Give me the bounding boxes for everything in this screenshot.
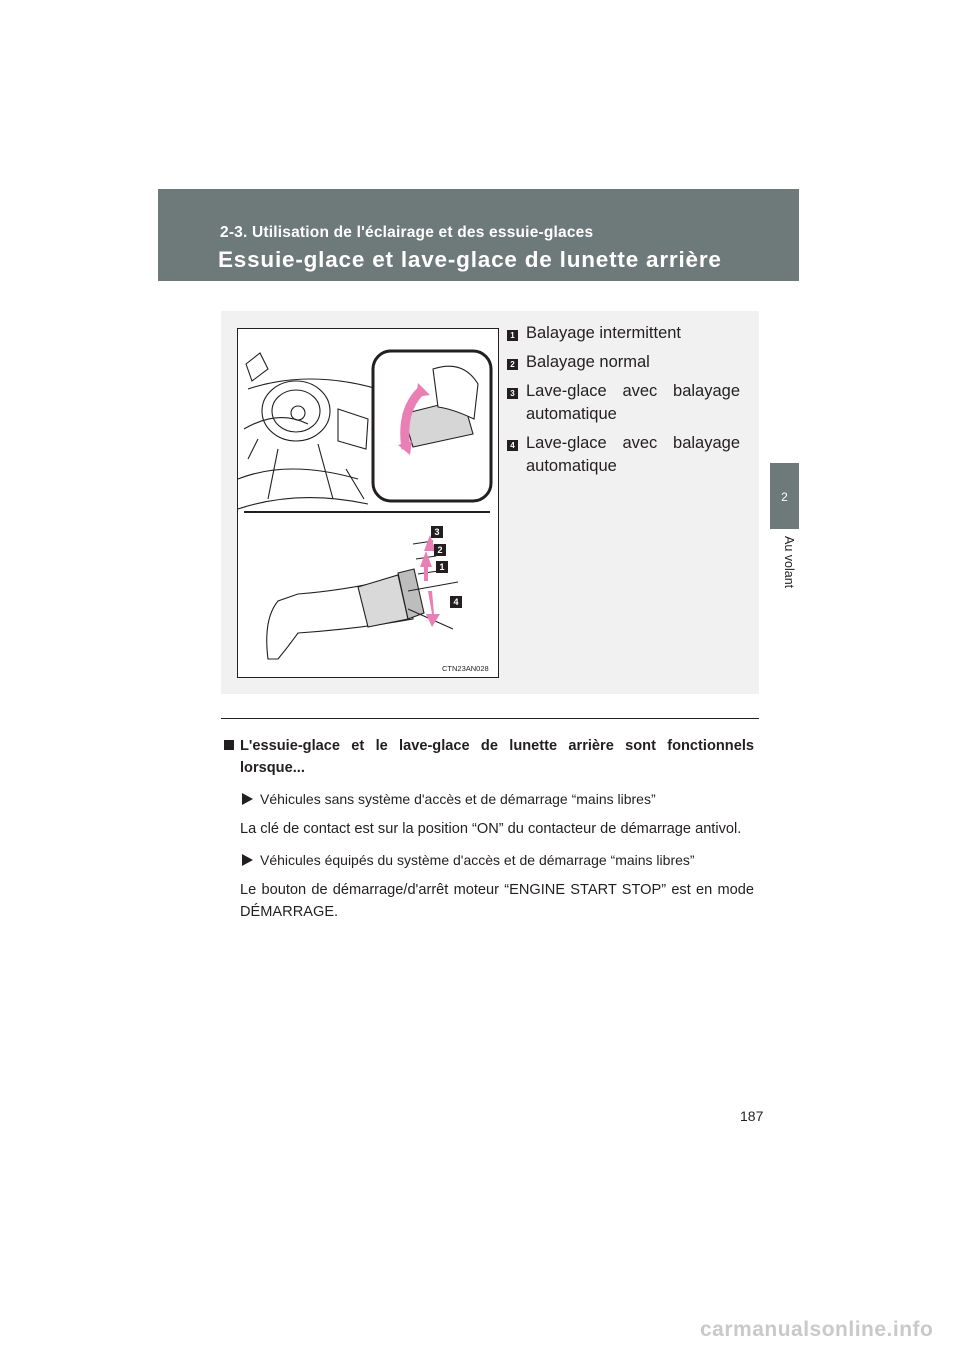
triangle-bullet-icon bbox=[242, 854, 253, 866]
legend-label: Balayage intermittent bbox=[526, 324, 682, 342]
legend-item bbox=[506, 432, 740, 478]
condition-text: Véhicules sans système d'accès et de démarrage “mains libres” bbox=[260, 791, 656, 807]
callout-1: 1 bbox=[439, 562, 445, 572]
callout-4: 4 bbox=[453, 597, 459, 607]
square-bullet-icon bbox=[224, 740, 234, 750]
subheading-text: L'essuie-glace et le lave-glace de lunette arrière sont fonctionnels lorsque... bbox=[240, 738, 754, 776]
page-number: 187 bbox=[740, 1108, 764, 1124]
legend-label: Balayage normal bbox=[526, 353, 650, 371]
triangle-bullet-icon bbox=[242, 793, 253, 805]
section-divider bbox=[221, 718, 759, 719]
image-code: CTN23AN028 bbox=[442, 664, 489, 673]
subheading bbox=[224, 735, 754, 779]
legend-number: 4 bbox=[507, 440, 518, 451]
wiper-lever bbox=[267, 541, 458, 659]
subsection-title: 2-3. Utilisation de l'éclairage et des essuie-glaces bbox=[220, 224, 594, 241]
zoom-inset bbox=[373, 351, 491, 501]
condition-line bbox=[224, 788, 754, 810]
condition-text: Véhicules équipés du système d'accès et de démarrage “mains libres” bbox=[260, 852, 695, 868]
paragraph: La clé de contact est sur la position “ON” du contacteur de démarrage antivol. bbox=[240, 821, 742, 837]
section-header bbox=[158, 189, 799, 281]
paragraph: Le bouton de démarrage/d'arrêt moteur “ENGINE START STOP” est en mode DÉMARRAGE. bbox=[240, 882, 754, 920]
chapter-label: Au volant bbox=[782, 536, 796, 589]
wiper-illustration bbox=[237, 328, 499, 678]
watermark-url[interactable]: carmanualsonline.info bbox=[700, 1318, 934, 1341]
legend-number: 1 bbox=[507, 330, 518, 341]
legend-number: 3 bbox=[507, 388, 518, 399]
legend-label: Lave-glace avec balayage automatique bbox=[526, 434, 740, 475]
legend-item bbox=[506, 380, 740, 426]
page-title: Essuie-glace et lave-glace de lunette arrière bbox=[218, 247, 722, 272]
legend-number: 2 bbox=[507, 359, 518, 370]
callouts bbox=[431, 526, 462, 608]
legend-item bbox=[506, 351, 740, 374]
callout-2: 2 bbox=[437, 545, 443, 555]
legend-label: Lave-glace avec balayage automatique bbox=[526, 382, 740, 423]
condition-line bbox=[224, 849, 754, 871]
chapter-number: 2 bbox=[781, 490, 788, 504]
dashboard-sketch bbox=[238, 353, 378, 509]
figure-legend bbox=[506, 322, 740, 484]
wiper-lever-drawing bbox=[238, 329, 498, 677]
callout-3: 3 bbox=[434, 527, 440, 537]
body-content bbox=[224, 735, 754, 923]
chapter-tab[interactable] bbox=[770, 463, 799, 529]
legend-item bbox=[506, 322, 740, 345]
